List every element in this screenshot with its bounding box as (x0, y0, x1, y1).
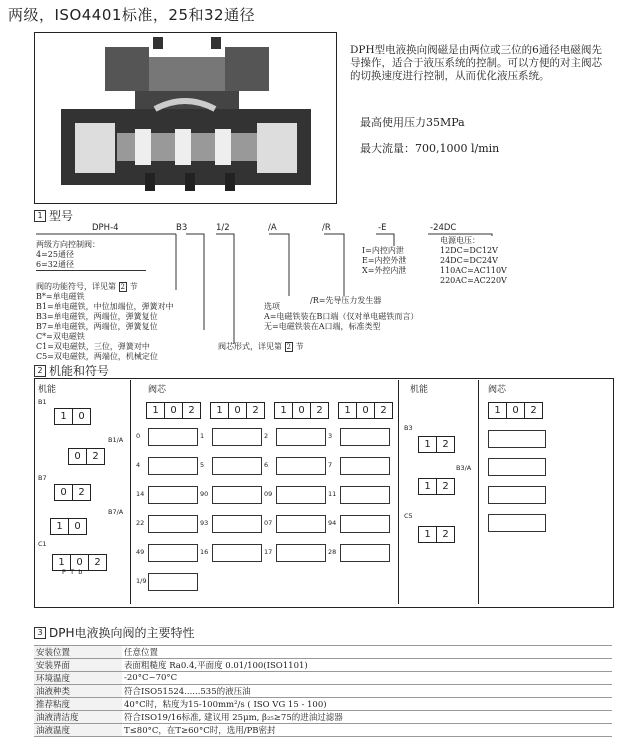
func-header-right: 机能 (410, 385, 429, 395)
properties-table (34, 645, 612, 737)
func-b7a-symbol (50, 514, 87, 535)
section1-heading (34, 207, 73, 224)
spool-code-label: 7 (328, 461, 333, 469)
spool-code-label: 22 (136, 519, 145, 527)
spool-symbol-box (276, 544, 326, 562)
c1-pos-0: 0 (71, 555, 89, 570)
col2-pos-2: 2 (252, 405, 259, 416)
property-row (34, 646, 612, 659)
spool-symbol-box (148, 428, 198, 446)
c1-port-p: P (62, 568, 66, 576)
section2-number: 2 (34, 365, 46, 377)
voltage-220ac: 220AC=AC220V (440, 276, 507, 285)
function-b3: B3=单电磁铁，两端位，弹簧复位 (36, 312, 158, 321)
function-cstar: C*=双电磁铁 (36, 332, 85, 341)
spool-code-label: 14 (136, 490, 145, 498)
valve-cross-section-illustration (34, 32, 337, 204)
property-key: 油液温度 (34, 724, 122, 737)
spool-header-col1 (146, 398, 201, 419)
option-none: 无=电磁铁装在A口端，标准类型 (264, 322, 381, 331)
spool-code-label: 2 (264, 432, 269, 440)
b1a-pos-2: 2 (92, 451, 99, 462)
right-spool-symbol-4 (488, 514, 546, 532)
function-c5: C5=双电磁铁，两端位，机械定位 (36, 352, 158, 361)
spool-ref-box: 2 (286, 343, 292, 351)
col2-pos-1: 1 (211, 403, 229, 418)
b3-pos-1: 1 (419, 437, 437, 452)
drain-x: X=外控内泄 (362, 266, 407, 275)
func-header-left: 机能 (38, 385, 57, 395)
b7a-pos-1: 1 (51, 519, 69, 534)
spool-code-label: 6 (264, 461, 269, 469)
spool-ref-text: 阀芯形式，详见第 (218, 342, 282, 351)
code-part-e: -E (378, 223, 387, 233)
spool-code-label: 1/9 (136, 577, 147, 585)
spool-symbol-box (212, 515, 262, 533)
product-description: DPH型电液换向阀磁是由两位或三位的6通径电磁阀先导操作，适合于液压系统的控制。可以方便的对主阀芯的切换速度进行控制，从而优化液压系统。 (350, 44, 602, 82)
spool-symbol-box (148, 544, 198, 562)
drain-e: E=内控外泄 (362, 256, 407, 265)
code-part-series: DPH-4 (92, 223, 119, 233)
max-pressure-spec: 最高使用压力35MPa (360, 116, 465, 129)
b1-pos-0: 0 (78, 411, 85, 422)
spool-symbol-box (148, 486, 198, 504)
function-b7: B7=单电磁铁，两端位，弹簧复位 (36, 322, 158, 331)
function-ref-suffix: 节 (129, 282, 138, 291)
property-value: 任意位置 (122, 646, 612, 659)
code-part-spool: 1/2 (216, 223, 230, 233)
spool-code-label: 0 (136, 432, 141, 440)
option-a: A=电磁铁装在B口端（仅对单电磁铁而言） (264, 312, 419, 321)
voltage-24dc: 24DC=DC24V (440, 256, 498, 265)
property-value: 符合ISO19/16标准, 建议用 25μm, β₂₅≥75的进油过滤器 (122, 711, 612, 724)
col4-pos-2: 2 (380, 405, 387, 416)
size-32: 6=32通径 (36, 260, 146, 271)
spool-code-label: 3 (328, 432, 333, 440)
property-value: 符合ISO51524......535的液压油 (122, 685, 612, 698)
col1-pos-1: 1 (147, 403, 165, 418)
spool-symbol-box (276, 486, 326, 504)
c1-pos-1: 1 (53, 555, 71, 570)
b3a-pos-2: 2 (442, 481, 449, 492)
property-key: 油液清洁度 (34, 711, 122, 724)
spool-symbol-box (148, 457, 198, 475)
spool-symbol-box (276, 457, 326, 475)
func-b7-label: B7 (38, 474, 47, 482)
func-b3a-label: B3/A (456, 464, 472, 472)
spool-symbol-box (212, 486, 262, 504)
func-c1-label: C1 (38, 540, 47, 548)
page-title: 两级，ISO4401标准，25和32通径 (8, 6, 256, 24)
section3-heading (34, 624, 195, 641)
func-b1a-symbol (68, 444, 105, 465)
c1-port-b: b (78, 568, 83, 576)
func-c5-label: C5 (404, 512, 413, 520)
c1-ports (62, 568, 82, 576)
function-block (36, 282, 216, 362)
spool-code-label: 94 (328, 519, 337, 527)
b1-pos-1: 1 (55, 409, 73, 424)
b1a-pos-0: 0 (69, 449, 87, 464)
voltage-110ac: 110AC=AC110V (440, 266, 507, 275)
valve-drawing (35, 33, 336, 203)
spool-code-label: 4 (136, 461, 141, 469)
spool-symbol-box (148, 515, 198, 533)
rcol-pos-2: 2 (530, 405, 537, 416)
max-flow-spec: 最大流量：700,1000 l/min (360, 142, 500, 155)
spool-symbol-box (212, 457, 262, 475)
property-key: 推荐粘度 (34, 698, 122, 711)
right-spool-symbol-2 (488, 458, 546, 476)
section2-heading (34, 362, 109, 379)
func-b1-symbol (54, 404, 91, 425)
function-bstar: B*=单电磁铁 (36, 292, 85, 301)
b3a-pos-1: 1 (419, 479, 437, 494)
size-block (36, 240, 146, 271)
property-key: 油液种类 (34, 685, 122, 698)
spool-header-right-box (488, 398, 543, 419)
spool-header-right: 阀芯 (488, 385, 507, 395)
property-row (34, 659, 612, 672)
property-row (34, 685, 612, 698)
spool-symbol-box (212, 428, 262, 446)
b3-pos-2: 2 (442, 439, 449, 450)
spool-symbol-box (340, 515, 390, 533)
function-c1: C1=双电磁铁，三位，弹簧对中 (36, 342, 150, 351)
spool-code-label: 17 (264, 548, 273, 556)
property-key: 安装位置 (34, 646, 122, 659)
c5-pos-2: 2 (442, 529, 449, 540)
property-row (34, 698, 612, 711)
spool-header-left: 阀芯 (148, 385, 167, 395)
option-title: 选项 (264, 302, 280, 311)
c1-port-t: T (70, 568, 75, 576)
size-25: 4=25通径 (36, 250, 74, 259)
col2-pos-0: 0 (229, 403, 247, 418)
r-option: /R=先导压力发生器 (310, 296, 382, 305)
divider-right (478, 380, 479, 604)
voltage-12dc: 12DC=DC12V (440, 246, 498, 255)
func-b7a-label: B7/A (108, 508, 124, 516)
property-row (34, 724, 612, 737)
spool-header-col3 (274, 398, 329, 419)
code-part-function: B3 (176, 223, 188, 233)
code-part-r: /R (322, 223, 331, 233)
spool-symbol-box (148, 573, 198, 591)
property-value: T≤80°C，在T≥60°C时，选用/PB密封 (122, 724, 612, 737)
section1-title: 型号 (49, 209, 74, 223)
option-block (264, 302, 474, 332)
voltage-title: 电源电压： (440, 236, 480, 245)
spool-symbol-box (212, 544, 262, 562)
spool-code-label: 28 (328, 548, 337, 556)
spool-code-label: 93 (200, 519, 209, 527)
spool-ref-suffix: 节 (295, 342, 304, 351)
col3-pos-0: 0 (293, 403, 311, 418)
spool-symbol-box (340, 486, 390, 504)
func-c5-symbol (418, 522, 455, 543)
spool-code-label: 09 (264, 490, 273, 498)
drain-i: I=内控内泄 (362, 246, 404, 255)
spool-ref-block (218, 342, 418, 352)
func-b3-symbol (418, 432, 455, 453)
spool-code-label: 11 (328, 490, 337, 498)
divider-mid (398, 380, 399, 604)
col1-pos-0: 0 (165, 403, 183, 418)
col3-pos-2: 2 (316, 405, 323, 416)
rcol-pos-0: 0 (507, 403, 525, 418)
col1-pos-2: 2 (188, 405, 195, 416)
property-value: 40°C时，粘度为15-100mm²/s ( ISO VG 15 - 100) (122, 698, 612, 711)
spool-code-label: 1 (200, 432, 205, 440)
property-key: 环境温度 (34, 672, 122, 685)
b7-pos-2: 2 (78, 487, 85, 498)
section3-number: 3 (34, 627, 46, 639)
b7a-pos-0: 0 (74, 521, 81, 532)
spool-symbol-box (340, 544, 390, 562)
col4-pos-1: 1 (339, 403, 357, 418)
spool-code-label: 90 (200, 490, 209, 498)
c5-pos-1: 1 (419, 527, 437, 542)
spool-symbol-box (340, 457, 390, 475)
func-b7-symbol (54, 480, 91, 501)
size-title: 两级方向控制阀： (36, 240, 100, 249)
rcol-pos-1: 1 (489, 403, 507, 418)
property-row (34, 711, 612, 724)
spool-code-label: 5 (200, 461, 205, 469)
func-b3-label: B3 (404, 424, 413, 432)
property-value: -20°C~70°C (122, 672, 612, 685)
spool-symbol-box (276, 428, 326, 446)
spool-code-label: 16 (200, 548, 209, 556)
right-spool-symbol-3 (488, 486, 546, 504)
spool-code-label: 07 (264, 519, 273, 527)
spool-code-label: 49 (136, 548, 145, 556)
func-b1-label: B1 (38, 398, 47, 406)
spool-grid (136, 428, 396, 604)
function-b1: B1=单电磁铁，中位加端位，弹簧对中 (36, 302, 174, 311)
c1-pos-2: 2 (94, 557, 101, 568)
property-key: 安装界面 (34, 659, 122, 672)
voltage-block (440, 236, 507, 286)
section1-number: 1 (34, 210, 46, 222)
function-ref-text: 阀的功能符号，详见第 (36, 282, 116, 291)
spool-symbol-box (340, 428, 390, 446)
spool-header-col4 (338, 398, 393, 419)
right-spool-symbol-1 (488, 430, 546, 448)
property-value: 表面粗糙度 Ra0.4,平面度 0.01/100(ISO1101) (122, 659, 612, 672)
spool-header-col2 (210, 398, 265, 419)
section2-title: 机能和符号 (49, 364, 110, 378)
spool-symbol-box (276, 515, 326, 533)
code-part-option: /A (268, 223, 277, 233)
section3-title: DPH电液换向阀的主要特性 (49, 626, 195, 640)
col4-pos-0: 0 (357, 403, 375, 418)
code-part-voltage: -24DC (430, 223, 457, 233)
col3-pos-1: 1 (275, 403, 293, 418)
drain-block (362, 246, 407, 276)
property-row (34, 672, 612, 685)
b7-pos-0: 0 (55, 485, 73, 500)
func-b3a-symbol (418, 474, 455, 495)
func-b1a-label: B1/A (108, 436, 124, 444)
divider-left (130, 380, 131, 604)
function-ref-box: 2 (120, 283, 126, 291)
